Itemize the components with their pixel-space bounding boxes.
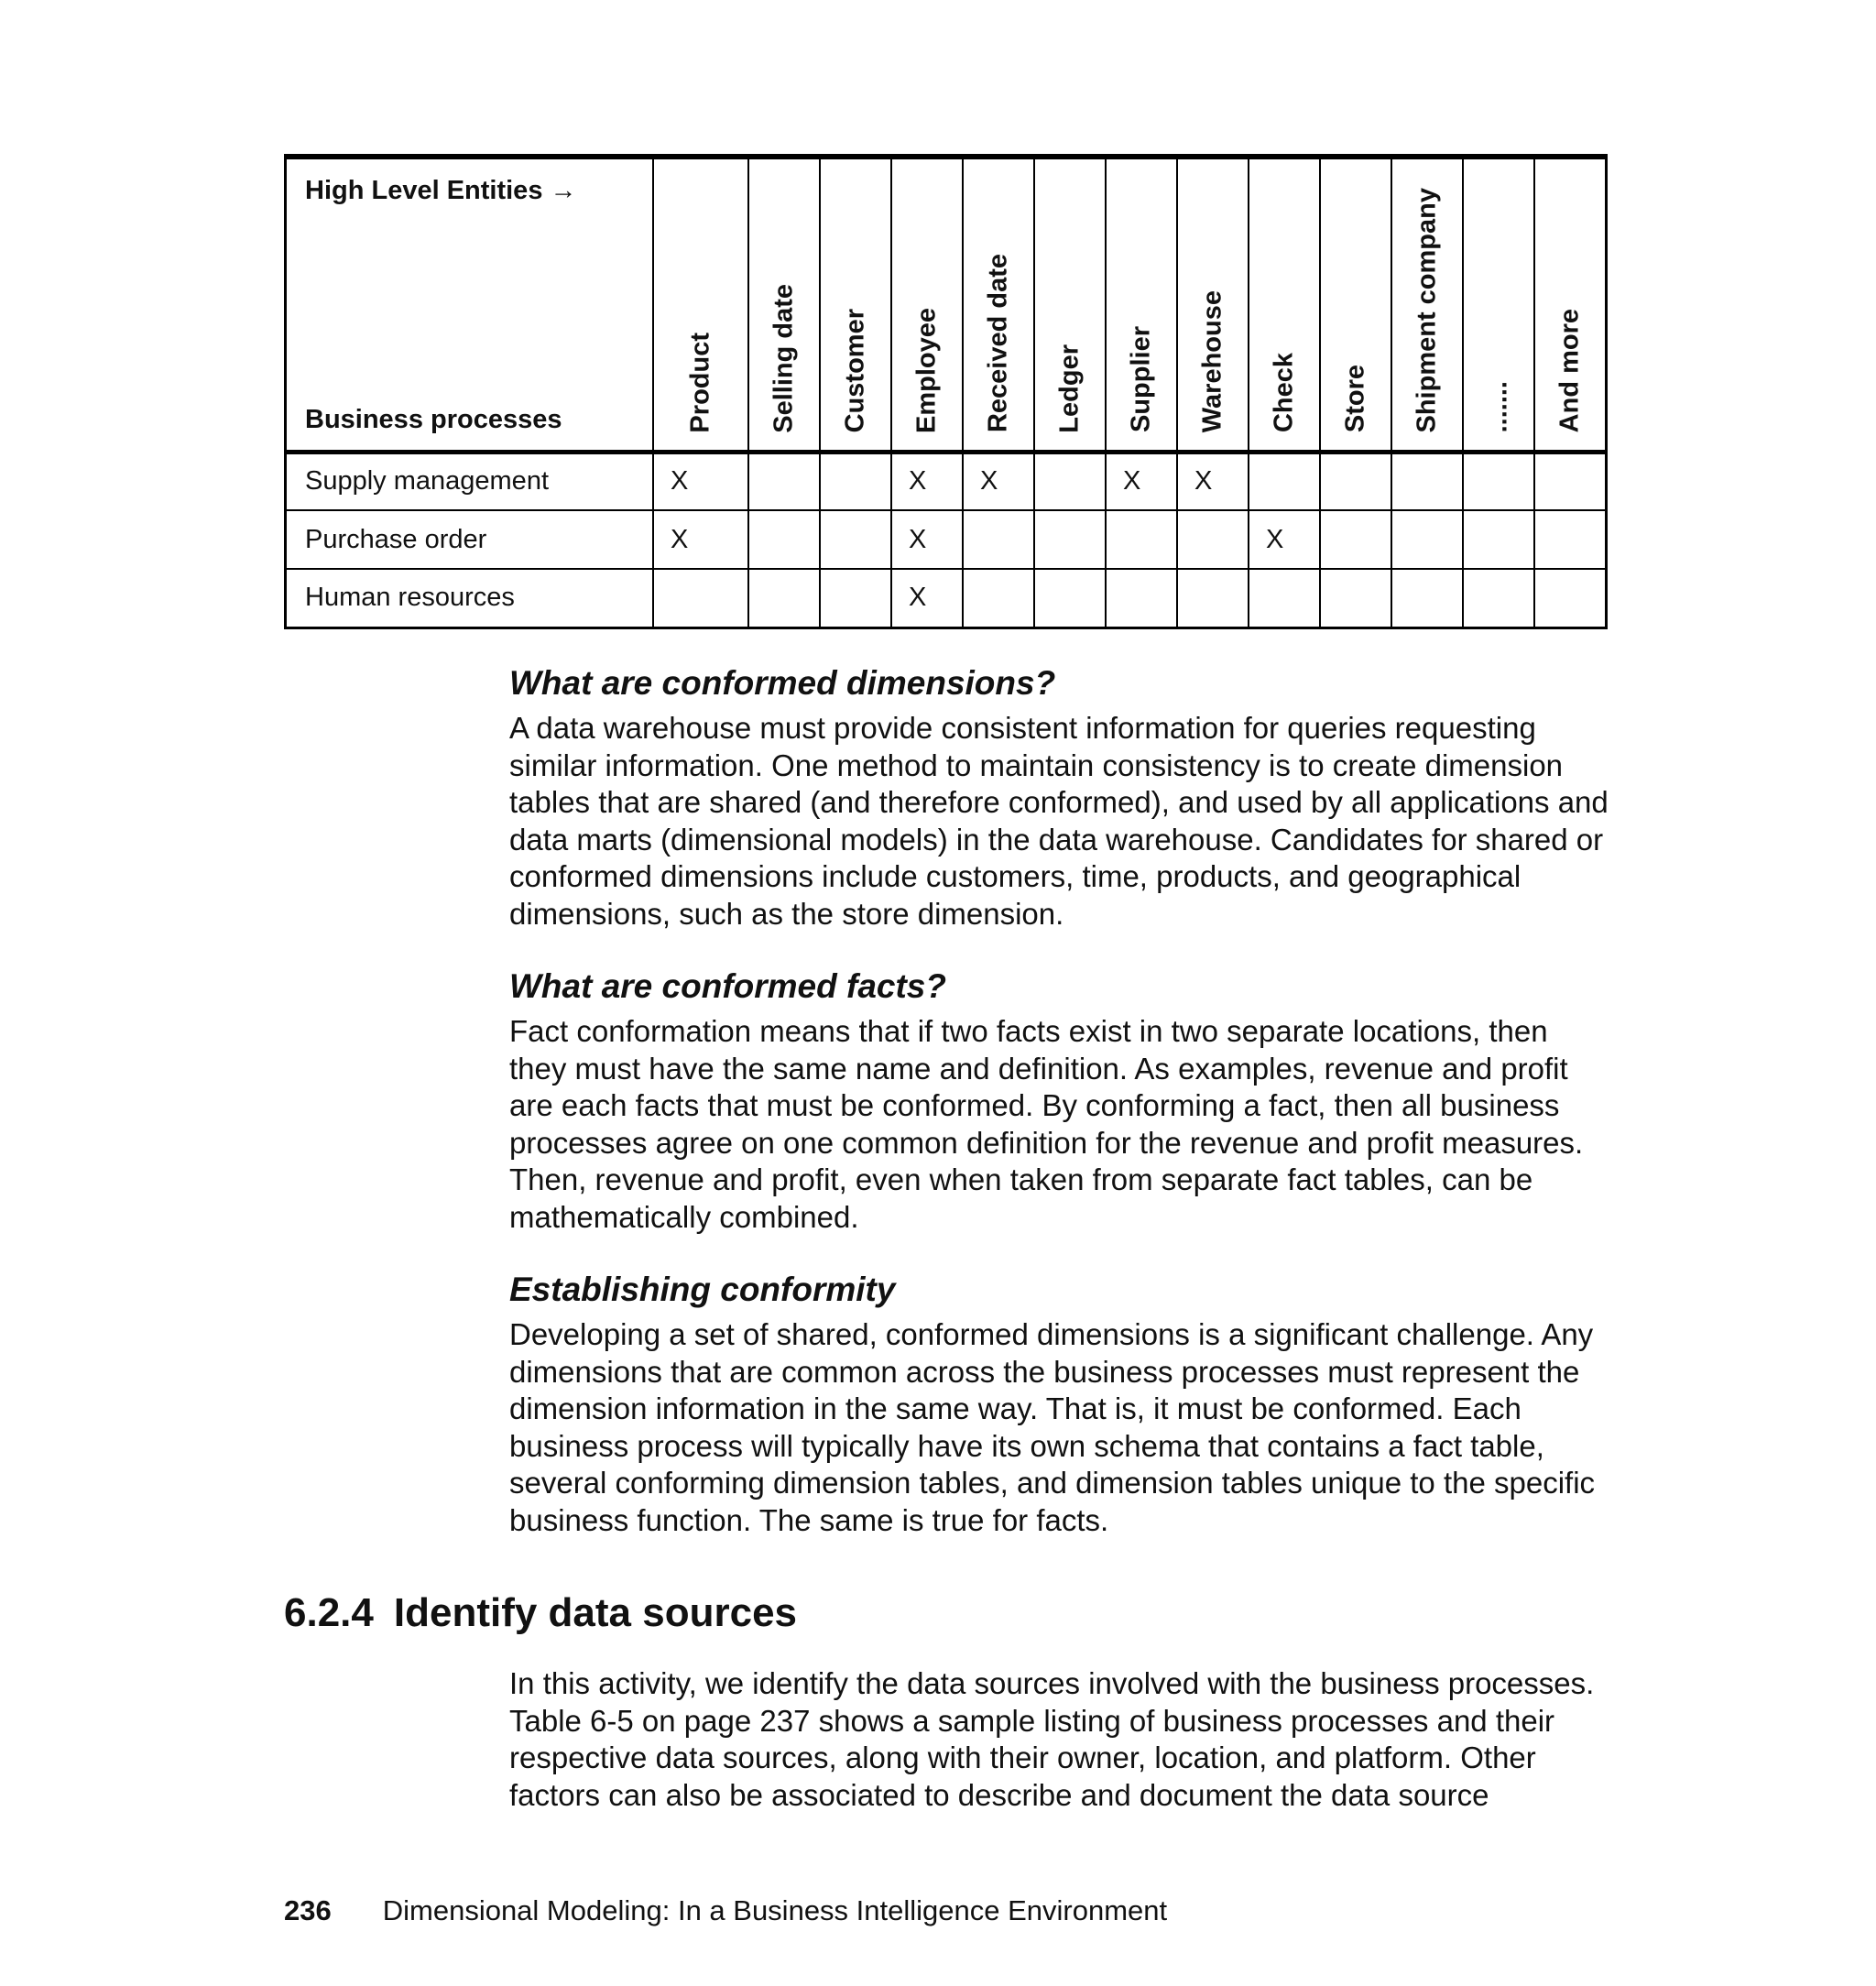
matrix-cell: X bbox=[891, 569, 963, 627]
matrix-cell bbox=[1534, 569, 1607, 627]
matrix-cell bbox=[1463, 452, 1534, 510]
section-heading bbox=[284, 1590, 797, 1636]
matrix-cell: X bbox=[891, 452, 963, 510]
matrix-cell bbox=[1463, 510, 1534, 569]
column-header bbox=[1106, 157, 1177, 452]
conformed-dimensions-body: A data warehouse must provide consistent information for queries requesting similar information. One method to maintain consistency is to create dimension tables that are shared (and therefore conformed), and used by all applications and data marts (dimensional models) in the data warehouse. Candidates for shared or conformed dimensions include customers, time, products, and geographical dimensions, such as the store dimension. bbox=[509, 711, 1609, 931]
matrix-cell bbox=[1106, 510, 1177, 569]
matrix-cell bbox=[1320, 452, 1391, 510]
matrix-cell bbox=[748, 452, 820, 510]
column-header bbox=[653, 157, 748, 452]
column-header bbox=[1534, 157, 1607, 452]
column-header bbox=[748, 157, 820, 452]
matrix-cell: X bbox=[1177, 452, 1249, 510]
identify-data-sources-section bbox=[509, 1665, 1609, 1814]
column-header-label: Shipment company bbox=[1412, 188, 1442, 433]
column-header bbox=[1249, 157, 1320, 452]
column-header-label: And more bbox=[1554, 309, 1585, 433]
matrix-cell bbox=[748, 510, 820, 569]
matrix-cell: X bbox=[1249, 510, 1320, 569]
book-title: Dimensional Modeling: In a Business Intelligence Environment bbox=[382, 1894, 1168, 1926]
page-number: 236 bbox=[284, 1894, 332, 1926]
establishing-conformity-heading: Establishing conformity bbox=[509, 1271, 896, 1308]
matrix-cell bbox=[1034, 569, 1106, 627]
matrix-cell bbox=[1034, 452, 1106, 510]
matrix-cell bbox=[1463, 569, 1534, 627]
column-header bbox=[820, 157, 891, 452]
column-header-label: Employee bbox=[911, 307, 942, 433]
business-processes-label: Business processes bbox=[305, 404, 562, 434]
column-header bbox=[963, 157, 1034, 452]
column-header-label: Selling date bbox=[769, 283, 799, 433]
column-header-label: Ledger bbox=[1054, 344, 1085, 433]
matrix-cell bbox=[653, 569, 748, 627]
row-label: Purchase order bbox=[286, 510, 654, 569]
matrix-cell bbox=[748, 569, 820, 627]
matrix-cell: X bbox=[653, 452, 748, 510]
column-header-label: Check bbox=[1269, 353, 1299, 433]
matrix-cell bbox=[820, 510, 891, 569]
conformed-dimensions-section bbox=[509, 664, 1609, 933]
conformed-facts-section bbox=[509, 967, 1609, 1236]
conformed-facts-body: Fact conformation means that if two facts exist in two separate locations, then they must have the same name and definition. As examples, revenue and profit are each facts that must be conformed. By conforming a fact, then all business processes agree on one common definition for the revenue and profit measures. Then, revenue and profit, even when taken from separate fact tables, can be mathematically combined. bbox=[509, 1014, 1584, 1234]
matrix-cell bbox=[963, 510, 1034, 569]
matrix-cell bbox=[1391, 569, 1463, 627]
column-header bbox=[1391, 157, 1463, 452]
matrix-header-row bbox=[286, 157, 1607, 452]
column-header bbox=[1320, 157, 1391, 452]
conformed-facts-heading: What are conformed facts? bbox=[509, 967, 946, 1005]
matrix-cell bbox=[1534, 452, 1607, 510]
matrix-cell bbox=[1320, 510, 1391, 569]
column-header bbox=[891, 157, 963, 452]
matrix-cell bbox=[1391, 510, 1463, 569]
row-label: Human resources bbox=[286, 569, 654, 627]
entity-process-matrix bbox=[284, 154, 1608, 629]
column-header bbox=[1463, 157, 1534, 452]
matrix-cell: X bbox=[653, 510, 748, 569]
column-header-label: Product bbox=[685, 332, 715, 433]
column-header-label: Store bbox=[1340, 365, 1370, 433]
matrix-cell bbox=[1106, 569, 1177, 627]
matrix-cell: X bbox=[1106, 452, 1177, 510]
column-header-label: Customer bbox=[840, 309, 870, 433]
matrix-cell bbox=[1534, 510, 1607, 569]
row-label: Supply management bbox=[286, 452, 654, 510]
matrix-cell bbox=[1177, 569, 1249, 627]
matrix-cell bbox=[1249, 569, 1320, 627]
column-header bbox=[1177, 157, 1249, 452]
matrix-cell bbox=[1391, 452, 1463, 510]
column-header-label: Received date bbox=[983, 254, 1013, 433]
identify-data-sources-body: In this activity, we identify the data sources involved with the business processes. Table 6-5 on page 237 shows a sample listing of business processes and their respective data sources, along with their owner, location, and platform. Other factors can also be associated to describe and document the data source bbox=[509, 1666, 1595, 1812]
high-level-entities-label: High Level Entities → bbox=[305, 176, 577, 205]
column-header-label: ....... bbox=[1483, 381, 1513, 433]
matrix-cell bbox=[820, 452, 891, 510]
establishing-conformity-body: Developing a set of shared, conformed dimensions is a significant challenge. Any dimensions that are common across the business processes must represent the dimension information in the same way. That is, it must be conformed. Each business process will typically have its own schema that contains a fact table, several conforming dimension tables, and dimension tables unique to the specific business function. The same is true for facts. bbox=[509, 1317, 1596, 1537]
table-row bbox=[286, 452, 1607, 510]
matrix-cell: X bbox=[891, 510, 963, 569]
matrix-corner-cell bbox=[286, 157, 654, 452]
matrix-cell bbox=[820, 569, 891, 627]
establishing-conformity-section bbox=[509, 1271, 1609, 1539]
matrix-cell bbox=[963, 569, 1034, 627]
matrix-cell bbox=[1034, 510, 1106, 569]
matrix-cell bbox=[1177, 510, 1249, 569]
matrix-cell: X bbox=[963, 452, 1034, 510]
matrix-cell bbox=[1320, 569, 1391, 627]
table-row bbox=[286, 510, 1607, 569]
page-footer bbox=[284, 1894, 1167, 1927]
table-row bbox=[286, 569, 1607, 627]
column-header-label: Warehouse bbox=[1197, 290, 1227, 433]
column-header bbox=[1034, 157, 1106, 452]
section-title: Identify data sources bbox=[393, 1590, 798, 1635]
conformed-dimensions-heading: What are conformed dimensions? bbox=[509, 664, 1056, 702]
section-number: 6.2.4 bbox=[284, 1590, 374, 1635]
matrix-cell bbox=[1249, 452, 1320, 510]
column-header-label: Supplier bbox=[1126, 326, 1156, 433]
